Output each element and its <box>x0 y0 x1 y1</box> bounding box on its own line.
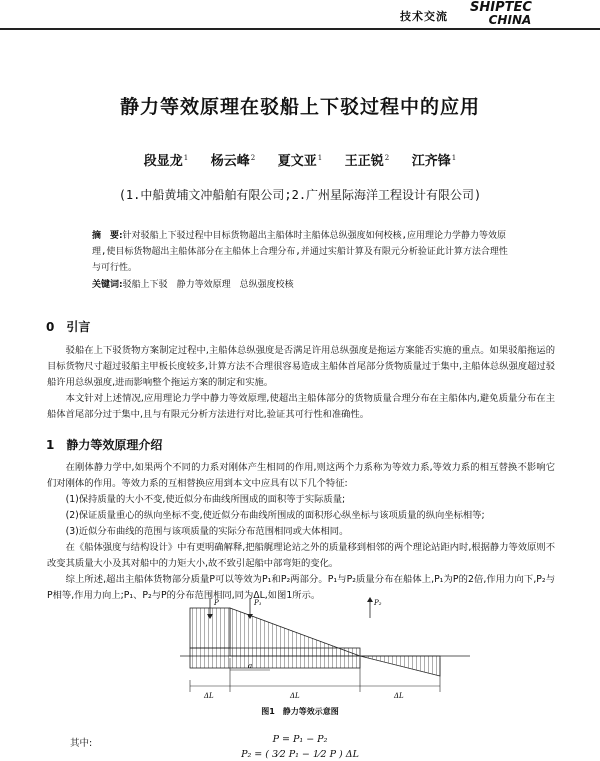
logo-line-1: SHIPTEC <box>470 0 532 15</box>
section-heading-introduction: 0 引言 <box>46 320 91 334</box>
section-heading-principle: 1 静力等效原理介绍 <box>46 438 163 452</box>
paragraph: 驳船在上下驳货物方案制定过程中,主船体总纵强度是否满足许用总纵强度是拖运方案能否实施的重点。如果驳船拖运的目标货物尺寸超过驳船主甲板长度较多,计算方法不合理很容易造成主船体首尾部分货物质量过于集中,主船体总纵强度超过驳船许用总纵强度,进而影响整个拖运方案的制定和实施。 <box>47 345 555 388</box>
label-p2: P₂ <box>374 599 382 607</box>
journal-column-label: 技术交流 <box>400 10 448 23</box>
paper-title: 静力等效原理在驳船上下驳过程中的应用 <box>119 96 480 118</box>
arrow-p2-head <box>367 597 373 602</box>
equation-1: P = P₁ − P₂ <box>272 734 328 745</box>
abstract-text: 针对驳船上下驳过程中目标货物超出主船体时主船体总纵强度如何校核,应用理论力学静力等效原理,使目标货物超出主船体部分在主船体上合理分布,并通过实船计算及有限元分析验证此计算方法合理性与可行性。 <box>92 231 508 273</box>
keywords <box>92 277 512 290</box>
list-item: (3)近似分布曲线的范围与该项质量的实际分布范围相同或大体相同。 <box>65 526 349 537</box>
section-principle-body <box>47 460 555 604</box>
figure-static-equivalence <box>180 596 480 700</box>
author: 段显龙$^1$ <box>143 153 189 169</box>
keywords-text: 驳船上下驳 静力等效原理 总纵强度校核 <box>122 280 294 290</box>
author: 杨云峰$^2$ <box>210 153 256 169</box>
keywords-label: 关键词: <box>92 280 123 290</box>
author: 王正锐$^2$ <box>344 153 390 169</box>
author-list <box>0 150 600 169</box>
affiliation: (1.中船黄埔文冲船舶有限公司;2.广州星际海洋工程设计有限公司) <box>118 188 482 202</box>
load-p2-triangle <box>360 656 440 676</box>
author: 夏文亚$^1$ <box>277 153 323 169</box>
figure-caption: 图1 静力等效示意图 <box>261 707 339 716</box>
label-a: a <box>248 662 253 670</box>
journal-logo <box>470 2 532 26</box>
paragraph: 本文针对上述情况,应用理论力学中静力等效原理,使超出主船体部分的货物质量合理分布在主船体内,避免质量分布在主船体首尾部分过于集中,且与有限元分析方法进行对比,验证其可行性和准确性。 <box>47 393 555 420</box>
logo-line-2: CHINA <box>488 13 532 27</box>
section-introduction-body <box>47 343 555 423</box>
equation-lead: 其中: <box>70 738 93 749</box>
label-dl: ΔL <box>290 692 300 700</box>
abstract <box>92 228 512 276</box>
paragraph: 在刚体静力学中,如果两个不同的力系对刚体产生相同的作用,则这两个力系称为等效力系,等效力系的相互替换不影响它们对刚体的作用。等效力系的互相替换应用到本文中应具有以下几个特征: <box>47 462 555 489</box>
label-dl: ΔL <box>204 692 214 700</box>
paragraph: 在《船体强度与结构设计》中有更明确解释,把船艉理论站之外的质量移到相邻的两个理论站距内时,根据静力等效原则不改变其质量大小及其对船中的力矩大小,故不致引起船中部弯矩的变化。 <box>47 542 555 569</box>
header-rule <box>0 28 600 30</box>
label-dl: ΔL <box>394 692 404 700</box>
author: 江齐锋$^1$ <box>411 153 457 169</box>
list-item: (1)保持质量的大小不变,使近似分布曲线所围成的面积等于实际质量; <box>65 494 346 505</box>
list-item: (2)保证质量重心的纵向坐标不变,使近似分布曲线所围成的面积形心纵坐标与该项质量的纵向坐标相等; <box>65 510 485 521</box>
label-p1: P₁ <box>254 599 262 607</box>
abstract-label: 摘 要: <box>92 231 123 241</box>
label-p: P <box>214 599 219 607</box>
paragraph: 综上所述,超出主船体货物部分质量P可以等效为P₁和P₂两部分。P₁与P₂质量分布在船体上,P₁为P的2倍,作用力向下,P₂与P相等,作用力向上;P₁、P₂与P的分布范围相同,同为ΔL,如图1所示。 <box>47 574 555 601</box>
equation-2: P₂ = ( 3⁄2 P₁ − 1⁄2 P ) ΔL <box>241 749 359 760</box>
